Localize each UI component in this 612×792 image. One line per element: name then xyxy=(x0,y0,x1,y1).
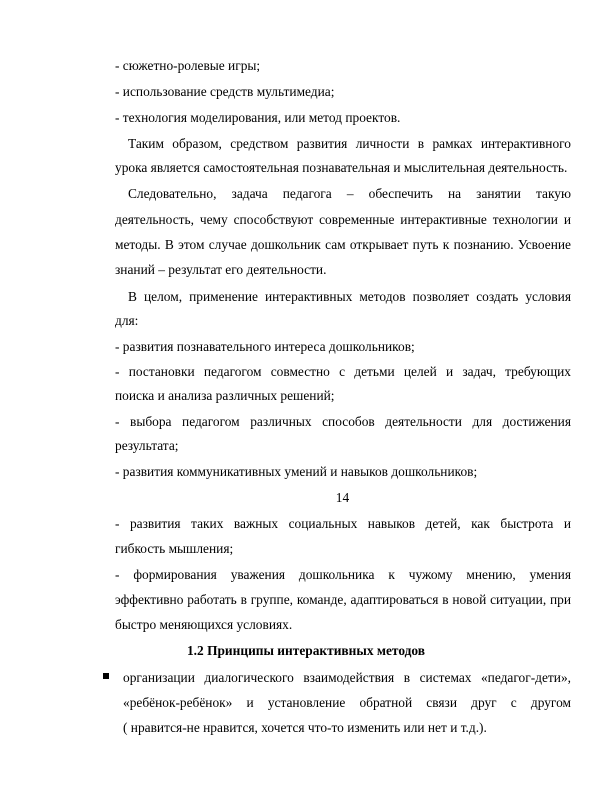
paragraph-line: деятельность, чему способствуют современные интерактивные технологии и xyxy=(115,212,571,227)
paragraph-line: знаний – результат его деятельности. xyxy=(115,262,327,277)
bullet-item-line: «ребёнок-ребёнок» и установление обратной связи друг с другом xyxy=(123,695,571,710)
bullet-icon xyxy=(103,673,109,679)
list-item: - развития коммуникативных умений и навыков дошкольников; xyxy=(115,464,478,479)
list-item: - развития познавательного интереса дошкольников; xyxy=(115,339,415,354)
list-item: быстро меняющихся условиях. xyxy=(115,617,293,632)
list-item: - формирования уважения дошкольника к чужому мнению, умения xyxy=(115,567,571,582)
list-item: поиска и анализа различных решений; xyxy=(115,388,335,403)
bullet-item-line: ( нравится-не нравится, хочется что-то изменить или нет и т.д.). xyxy=(123,720,487,735)
paragraph-line: методы. В этом случае дошкольник сам открывает путь к познанию. Усвоение xyxy=(115,237,571,252)
paragraph-line: Таким образом, средством развития личности в рамках интерактивного xyxy=(128,136,571,151)
paragraph-line: для: xyxy=(115,313,139,328)
list-item: эффективно работать в группе, команде, адаптироваться в новой ситуации, при xyxy=(115,592,571,607)
page-number: 14 xyxy=(335,490,350,505)
paragraph-line: В целом, применение интерактивных методов позволяет создать условия xyxy=(128,289,571,304)
list-item: результата; xyxy=(115,438,179,453)
list-item-role-games: - сюжетно-ролевые игры; xyxy=(115,58,261,73)
list-item-multimedia: - использование средств мультимедиа; xyxy=(115,84,335,99)
bullet-item-line: организации диалогического взаимодействия в системах «педагог-дети», xyxy=(123,670,571,685)
list-item: - выбора педагогом различных способов деятельности для достижения xyxy=(115,414,571,429)
list-item: гибкость мышления; xyxy=(115,541,234,556)
list-item: - постановки педагогом совместно с детьми целей и задач, требующих xyxy=(115,364,571,379)
paragraph-line: Следовательно, задача педагога – обеспечить на занятии такую xyxy=(128,186,571,201)
list-item-modeling: - технология моделирования, или метод проектов. xyxy=(115,110,401,125)
section-heading: 1.2 Принципы интерактивных методов xyxy=(186,643,426,658)
list-item: - развития таких важных социальных навыков детей, как быстрота и xyxy=(115,516,571,531)
paragraph-line: урока является самостоятельная познавательная и мыслительная деятельность. xyxy=(115,160,568,175)
